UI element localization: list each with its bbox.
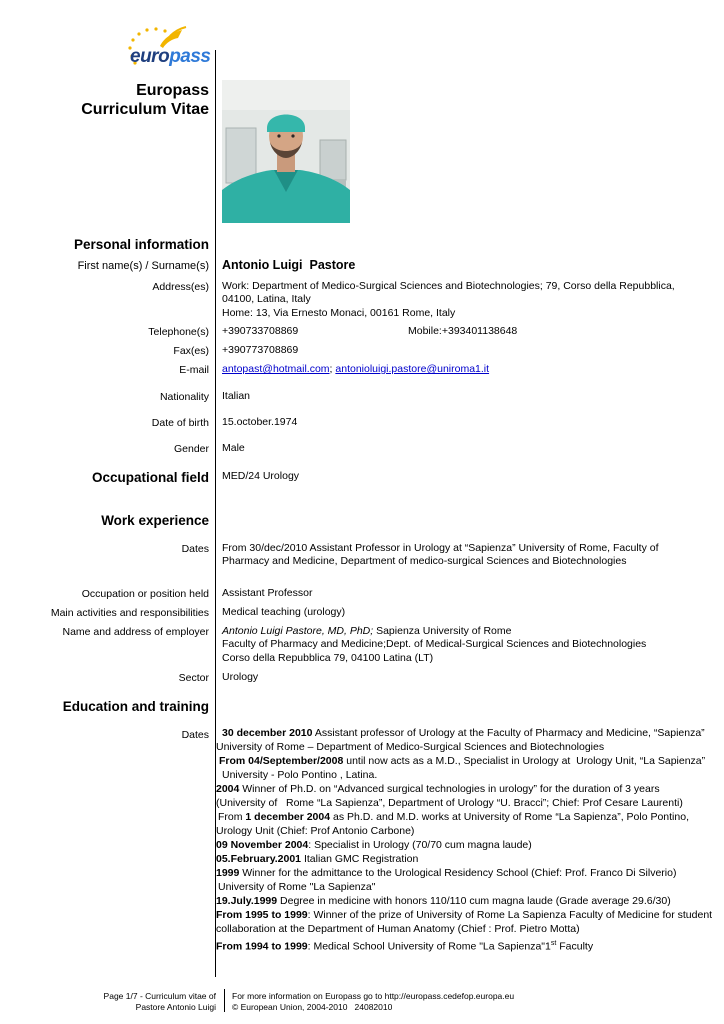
work-dates-label: Dates (181, 543, 209, 555)
edu-line-7: From 1 december 2004 as Ph.D. and M.D. works at University of Rome “La Sapienza”, Polo Pontino, (218, 811, 689, 823)
nationality-label: Nationality (159, 391, 209, 403)
dob-value: 15.october.1974 (222, 416, 298, 428)
sector-value: Urology (222, 671, 259, 683)
occupational-field-heading: Occupational field (91, 470, 209, 485)
address-value (222, 280, 692, 320)
gender-value: Male (222, 442, 245, 454)
sector-label: Sector (178, 672, 209, 684)
page-title (81, 81, 209, 119)
title-line-2: Curriculum Vitae (81, 101, 209, 118)
address-label: Address(es) (152, 281, 209, 293)
education-dates-label: Dates (181, 729, 209, 741)
edu-line-2: University of Rome – Department of Medico-Surgical Sciences and Biotechnologies (216, 741, 605, 753)
edu-line-9: 09 November 2004: Specialist in Urology (70/70 cum magna laude) (216, 839, 532, 851)
title-line-1: Europass (136, 82, 209, 99)
telephone-value: +390733708869 (222, 325, 299, 337)
edu-line-12: University of Rome "La Sapienza" (218, 881, 376, 893)
email-separator: ; (329, 363, 336, 375)
employer-line-3: Corso della Repubblica 79, 04100 Latina (LT) (222, 651, 434, 664)
occupation-value: Assistant Professor (222, 587, 313, 599)
edu-line-14: From 1995 to 1999: Winner of the prize of University of Rome La Sapienza Faculty of Medicine for student (216, 909, 713, 921)
occupation-label: Occupation or position held (81, 588, 209, 600)
employer-italic: Antonio Luigi Pastore, MD, PhD; (222, 625, 374, 637)
footer-divider (224, 989, 225, 1012)
footer-info (232, 991, 514, 1013)
edu-line-15: collaboration at the Department of Human Anatomy (Chief : Prof. Pietro Motta) (216, 923, 580, 935)
footer-right-1: For more information on Europass go to http://europass.cedefop.europa.eu (232, 991, 515, 1001)
personal-info-heading: Personal information (73, 237, 209, 252)
dob-label: Date of birth (151, 417, 209, 429)
edu-line-1: 30 december 2010 Assistant professor of Urology at the Faculty of Pharmacy and Medicine, “Sapienza” (222, 727, 705, 739)
gender-label: Gender (173, 443, 209, 455)
mobile-value: Mobile:+393401138648 (408, 325, 518, 337)
edu-line-16: From 1994 to 1999: Medical School University of Rome "La Sapienza"1st Faculty (216, 940, 594, 953)
edu-line-6: (University of Rome “La Sapienza”, Department of Urology “U. Bracci”; Chief: Prof Cesare Laurenti) (216, 797, 683, 809)
address-work: Work: Department of Medico-Surgical Sciences and Biotechnologies; 79, Corso della Repubblica, 04100, Latina, Italy (222, 280, 675, 306)
logo-euro-text: euro (130, 46, 170, 67)
edu-line-8: Urology Unit (Chief: Prof Antonio Carbone) (216, 825, 415, 837)
employer-label: Name and address of employer (62, 626, 209, 638)
email-label: E-mail (179, 364, 209, 376)
address-home: Home: 13, Via Ernesto Monaci, 00161 Rome, Italy (222, 306, 456, 319)
work-experience-heading: Work experience (101, 513, 209, 528)
occupational-field-value: MED/24 Urology (222, 470, 300, 482)
employer-line-1: Sapienza University of Rome (373, 625, 512, 637)
edu-line-3: From 04/September/2008 until now acts as a M.D., Specialist in Urology at Urology Unit, “La Sapienza” (219, 755, 706, 767)
name-value: Antonio Luigi Pastore (222, 258, 356, 272)
logo-pass-text: pass (169, 46, 211, 67)
edu-line-10: 05.February.2001 Italian GMC Registration (216, 853, 419, 865)
activities-value: Medical teaching (urology) (222, 606, 346, 618)
footer-left-1: Page 1/7 - Curriculum vitae of (103, 991, 216, 1001)
email-link-1[interactable]: antopast@hotmail.com (222, 363, 330, 375)
edu-line-4: University - Polo Pontino , Latina. (222, 769, 378, 781)
employer-line-2: Faculty of Pharmacy and Medicine;Dept. of Medical-Surgical Sciences and Biotechnologies (222, 638, 647, 651)
edu-line-5: 2004 Winner of Ph.D. on “Advanced surgical technologies in urology” for the duration of 3 years (216, 783, 660, 795)
email-link-2[interactable]: antonioluigi.pastore@uniroma1.it (335, 363, 490, 375)
fax-value: +390773708869 (222, 344, 299, 356)
email-value (222, 363, 489, 376)
employer-value (222, 625, 692, 665)
name-label: First name(s) / Surname(s) (77, 260, 209, 272)
footer-right-2: © European Union, 2004-2010 24082010 (232, 1002, 393, 1012)
footer-left-2: Pastore Antonio Luigi (135, 1002, 216, 1012)
edu-line-11: 1999 Winner for the admittance to the Urological Residency School (Chief: Prof. Franco Di Silverio) (216, 867, 677, 879)
profile-photo (222, 80, 350, 223)
telephone-label: Telephone(s) (148, 326, 209, 338)
education-heading: Education and training (62, 699, 209, 714)
edu-line-13: 19.July.1999 Degree in medicine with honors 110/110 cum magna laude (Grade average 29.6/30) (216, 895, 671, 907)
europass-logo (120, 24, 212, 74)
activities-label: Main activities and responsibilities (50, 607, 209, 619)
nationality-value: Italian (222, 390, 251, 402)
fax-label: Fax(es) (173, 345, 209, 357)
work-dates-value: From 30/dec/2010 Assistant Professor in Urology at “Sapienza” University of Rome, Faculty of Pharmacy and Medicine, Department of medico-surgical Sciences and Biotechnologies (222, 542, 659, 568)
footer-page-info (104, 991, 216, 1013)
